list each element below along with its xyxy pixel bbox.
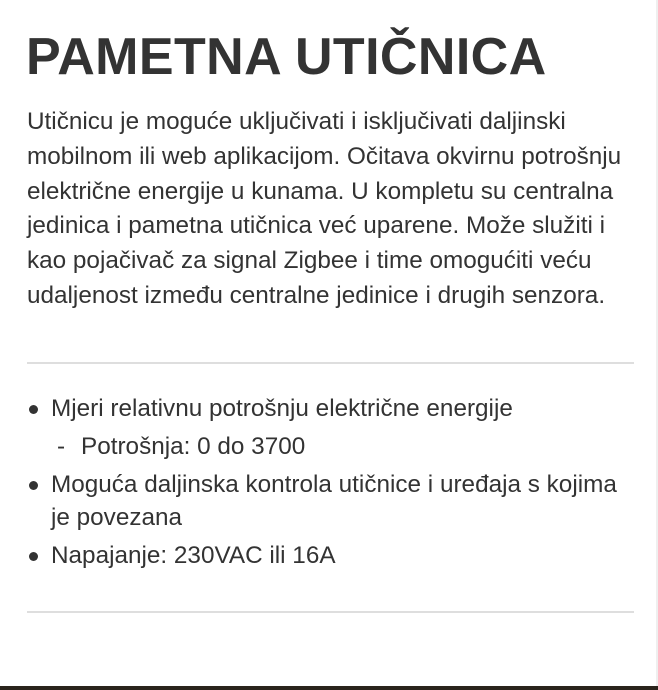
feature-text-power: Napajanje: 230VAC ili 16A <box>51 542 336 569</box>
bullet-icon <box>29 405 38 414</box>
feature-text-remote-control: Moguća daljinska kontrola utičnice i uređaja s kojima je povezana <box>51 471 617 531</box>
bullet-icon <box>29 552 38 561</box>
sub-feature-text: Potrošnja: 0 do 3700 <box>81 433 306 460</box>
feature-text-consumption: Mjeri relativnu potrošnju električne energije <box>51 395 513 422</box>
feature-item-remote-control <box>27 468 634 534</box>
divider-top <box>27 362 634 364</box>
bottom-bar <box>0 686 658 690</box>
sub-feature-consumption-range <box>51 430 634 463</box>
feature-item-power <box>27 539 634 572</box>
feature-sublist <box>51 430 634 463</box>
feature-item-consumption <box>27 392 634 463</box>
product-title: PAMETNA UTIČNICA <box>26 28 547 86</box>
divider-bottom <box>27 611 634 613</box>
product-description: Utičnicu je moguće uključivati i isključivati daljinski mobilnom ili web aplikacijom. Očitava okvirnu potrošnju električne energije u kunama. U kompletu su centralna jedinica i pametna utičnica već uparene. Može služiti i kao pojačivač za signal Zigbee i time omogućiti veću udaljenost između centralne jedinice i drugih senzora. <box>27 108 622 309</box>
bullet-icon <box>29 481 38 490</box>
feature-list <box>27 392 634 577</box>
dash-icon: - <box>57 433 66 460</box>
